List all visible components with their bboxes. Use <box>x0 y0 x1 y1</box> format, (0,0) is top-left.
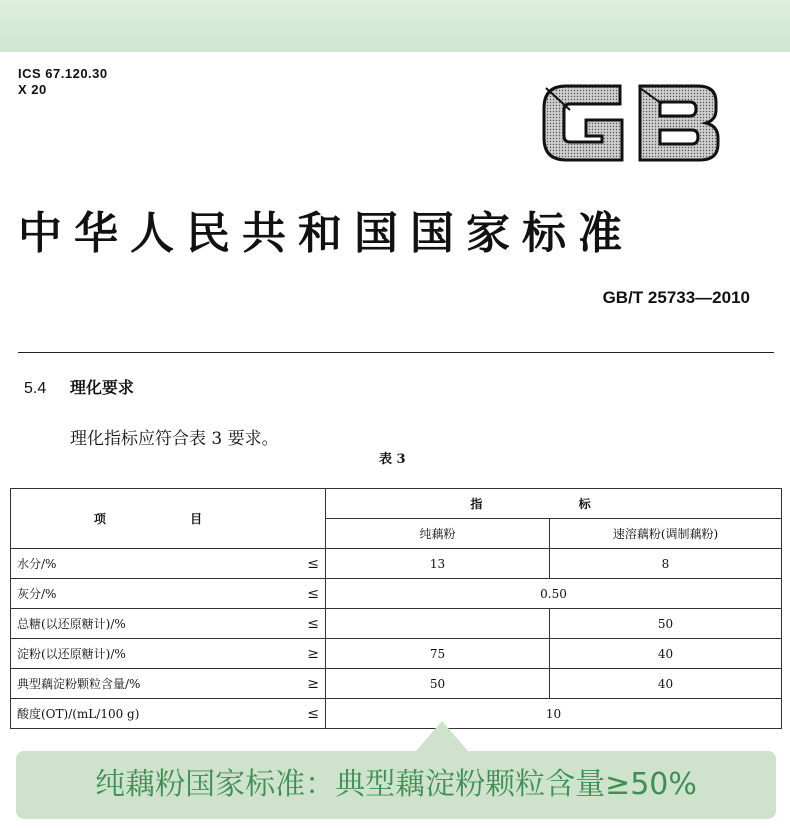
row-parameter <box>11 609 326 639</box>
header-pure-lotus-powder: 纯藕粉 <box>326 519 550 549</box>
gb-logo-icon <box>540 80 722 166</box>
comparison-symbol: ≤ <box>307 555 319 572</box>
classification-codes <box>18 66 108 98</box>
parameter-label: 典型藕淀粉颗粒含量/% <box>17 677 141 691</box>
section-number: 5.4 <box>24 380 47 397</box>
national-standard-title: 中华人民共和国国家标准 <box>18 208 634 259</box>
table-header-row <box>11 489 782 519</box>
table-row <box>11 639 782 669</box>
pure-value: 50 <box>326 669 550 699</box>
instant-value: 8 <box>550 549 782 579</box>
table-row <box>11 579 782 609</box>
instant-value: 40 <box>550 639 782 669</box>
highlight-banner <box>16 751 776 819</box>
row-parameter <box>11 579 326 609</box>
comparison-symbol: ≤ <box>307 585 319 602</box>
pure-value <box>326 609 550 639</box>
standard-category-code: X 20 <box>18 82 47 97</box>
header-item: 项 目 <box>11 489 326 549</box>
pure-value: 13 <box>326 549 550 579</box>
row-parameter <box>11 549 326 579</box>
row-parameter <box>11 669 326 699</box>
row-parameter <box>11 699 326 729</box>
parameter-label: 灰分/% <box>17 587 57 601</box>
top-decorative-band <box>0 0 790 52</box>
parameter-label: 酸度(OT)/(mL/100 g) <box>17 707 140 721</box>
section-paragraph: 理化指标应符合表 3 要求。 <box>70 429 279 449</box>
header-instant-lotus-powder: 速溶藕粉(调制藕粉) <box>550 519 782 549</box>
standard-number: GB/T 25733—2010 <box>602 288 750 307</box>
instant-value: 40 <box>550 669 782 699</box>
comparison-symbol: ≥ <box>307 645 319 662</box>
comparison-symbol: ≤ <box>307 705 319 722</box>
section-title: 理化要求 <box>69 378 134 397</box>
table-caption: 表 3 <box>379 452 406 467</box>
ics-code: ICS 67.120.30 <box>18 66 108 81</box>
merged-value: 10 <box>326 699 782 729</box>
table-row <box>11 609 782 639</box>
parameter-label: 水分/% <box>17 557 57 571</box>
pure-value: 75 <box>326 639 550 669</box>
header-divider <box>18 352 774 353</box>
section-heading <box>24 375 134 398</box>
table-row <box>11 549 782 579</box>
parameter-label: 淀粉(以还原糖计)/% <box>17 647 126 661</box>
merged-value: 0.50 <box>326 579 782 609</box>
table-row <box>11 669 782 699</box>
physicochemical-table <box>10 488 782 729</box>
row-parameter <box>11 639 326 669</box>
instant-value: 50 <box>550 609 782 639</box>
comparison-symbol: ≥ <box>307 675 319 692</box>
comparison-symbol: ≤ <box>307 615 319 632</box>
banner-text: 纯藕粉国家标准：典型藕淀粉颗粒含量≥50% <box>95 767 697 802</box>
parameter-label: 总糖(以还原糖计)/% <box>17 617 126 631</box>
header-indicator: 指 标 <box>326 489 782 519</box>
gb-logo <box>540 80 722 166</box>
table-row <box>11 699 782 729</box>
